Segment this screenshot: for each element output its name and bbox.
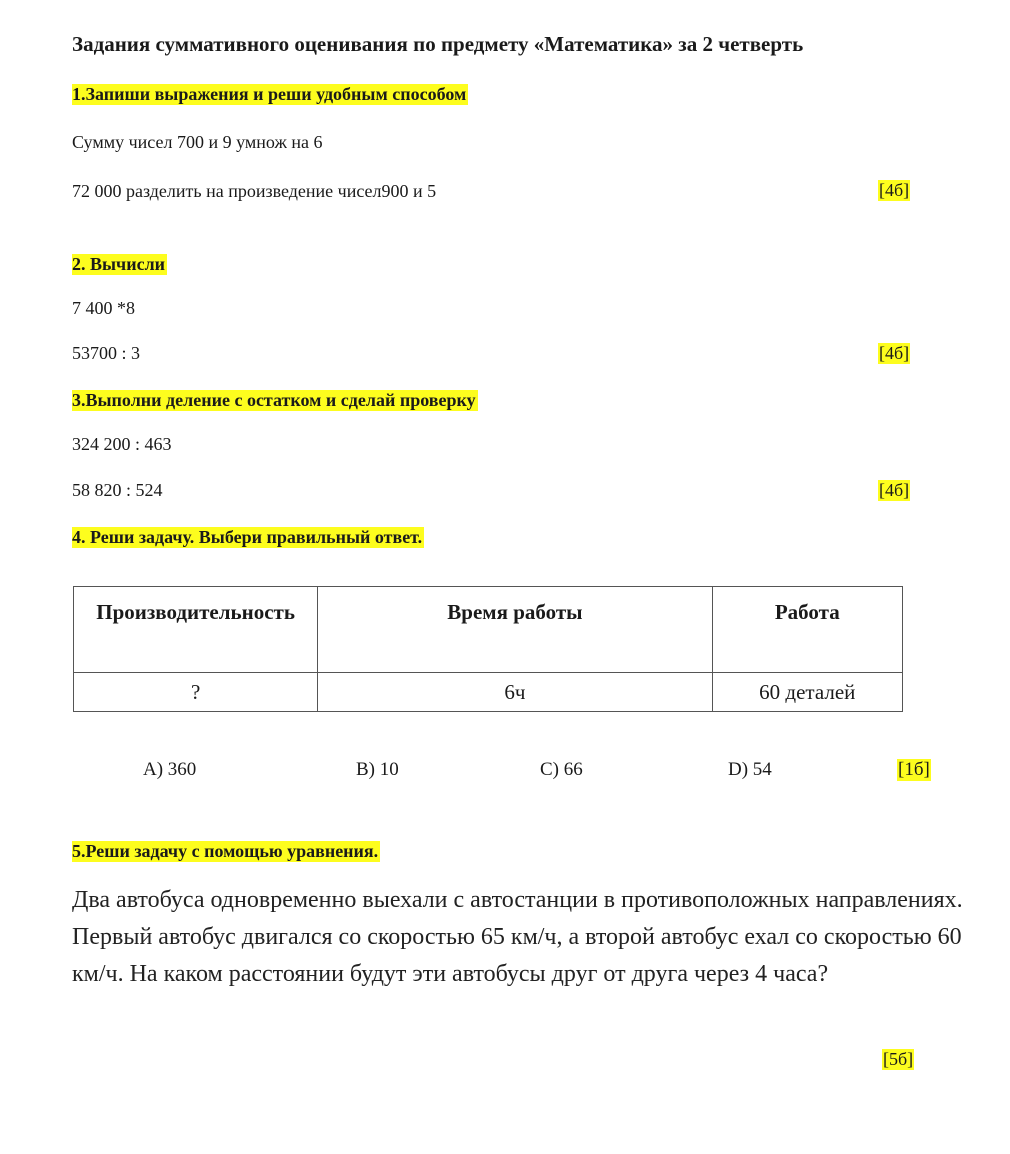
task3-line2: 58 820 : 524 bbox=[72, 480, 163, 500]
task4-heading: 4. Реши задачу. Выбери правильный ответ. bbox=[72, 527, 423, 547]
task3-score: [4б] bbox=[879, 480, 910, 500]
task1-line1: Сумму чисел 700 и 9 умнож на 6 bbox=[72, 132, 323, 152]
table-cell: 60 деталей bbox=[712, 673, 902, 712]
task4-score: [1б] bbox=[898, 759, 930, 780]
task5-text: Два автобуса одновременно выехали с автостанции в противоположных направлениях. Первый автобус двигался со скоростью 65 км/ч, а второй автобус ехал со скоростью 60 км/ч. На каком расстоянии будут эти автобусы друг от друга через 4 часа? bbox=[72, 887, 963, 987]
page-title: Задания суммативного оценивания по предмету «Математика» за 2 четверть bbox=[72, 32, 804, 56]
table-cell: 6ч bbox=[318, 673, 712, 712]
answer-option-d: D) 54 bbox=[728, 759, 772, 780]
task2-line1: 7 400 *8 bbox=[72, 298, 135, 318]
answer-option-a: A) 360 bbox=[143, 759, 197, 780]
table-header-cell: Производительность bbox=[74, 587, 318, 673]
task2-line2: 53700 : 3 bbox=[72, 343, 141, 363]
table-header-row bbox=[74, 587, 903, 673]
task5-score: [5б] bbox=[883, 1049, 914, 1069]
table-row bbox=[74, 673, 903, 712]
task3-line1: 324 200 : 463 bbox=[72, 434, 172, 454]
table-header-cell: Работа bbox=[712, 587, 902, 673]
answer-option-b: B) 10 bbox=[356, 759, 399, 780]
task3-heading: 3.Выполни деление с остатком и сделай проверку bbox=[72, 390, 476, 410]
task2-heading: 2. Вычисли bbox=[72, 254, 166, 274]
task1-heading: 1.Запиши выражения и реши удобным способом bbox=[72, 84, 467, 104]
task2-score: [4б] bbox=[879, 343, 910, 363]
table-header-cell: Время работы bbox=[318, 587, 712, 673]
task5-heading: 5.Реши задачу с помощью уравнения. bbox=[72, 841, 379, 861]
answer-option-c: C) 66 bbox=[540, 759, 583, 780]
table-cell: ? bbox=[74, 673, 318, 712]
task4-table bbox=[73, 586, 903, 712]
task1-score: [4б] bbox=[879, 180, 910, 200]
task1-line2: 72 000 разделить на произведение чисел900 и 5 bbox=[72, 181, 437, 201]
